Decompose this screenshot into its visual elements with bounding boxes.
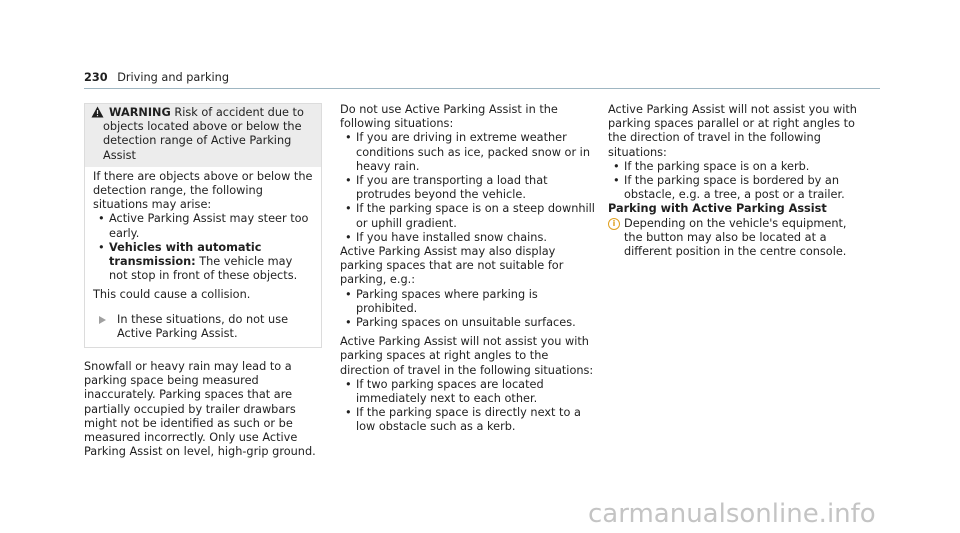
page-number: 230: [84, 71, 108, 84]
warning-body: [85, 167, 321, 347]
list-item: • If you have installed snow chains.: [340, 231, 596, 245]
bullet-list-situations: [340, 131, 596, 245]
info-note-text: Depending on the vehicle's equipment, the button may also be located at a different position in the centre console.: [624, 216, 847, 259]
list-item: • Parking spaces where parking is prohibited.: [340, 288, 596, 316]
warning-intro: If there are objects above or below the detection range, the following situations may arise:: [93, 169, 313, 212]
column-left: [84, 103, 322, 459]
section-title: Driving and parking: [117, 71, 230, 84]
warning-consequence: This could cause a collision.: [93, 288, 251, 302]
bullet-list-unsuitable: [340, 288, 596, 331]
watermark: carmanualsonline.info: [588, 499, 876, 529]
warning-title: Risk of accident due to objects located above or below the detection range of Active Parking Assist: [103, 106, 304, 162]
list-item: • If you are transporting a load that protrudes beyond the vehicle.: [340, 174, 596, 202]
header-rule: [84, 88, 880, 89]
bullet-list-parallel: [608, 160, 864, 203]
warning-list: [93, 212, 313, 283]
list-item: • If the parking space is on a steep downhill or uphill gradient.: [340, 202, 596, 230]
list-item: • If two parking spaces are located immediately next to each other.: [340, 378, 596, 406]
list-item-bold: Vehicles with automatic transmission:: [109, 240, 262, 269]
warning-box: [84, 103, 322, 348]
paragraph-parallel: Active Parking Assist will not assist you with parking spaces parallel or at right angles to the direction of travel in the following situations:: [608, 103, 857, 159]
warning-label: WARNING: [109, 106, 171, 119]
instruction-text: In these situations, do not use Active Parking Assist.: [117, 312, 289, 340]
column-middle: [340, 103, 596, 435]
instruction: [93, 313, 313, 341]
bullet-list-right-angles: [340, 378, 596, 435]
instruction-arrow-icon: [99, 316, 106, 324]
paragraph-snowfall: Snowfall or heavy rain may lead to a parking space being measured inaccurately. Parking spaces that are partially occupied by trailer drawbars might not be identified as such or be measured incorrectly. Only use Active Parking Assist on level, high-grip ground.: [84, 360, 316, 459]
info-note: [608, 217, 864, 260]
column-right: [608, 103, 864, 259]
list-item: [93, 241, 313, 284]
list-item: • If the parking space is bordered by an obstacle, e.g. a tree, a post or a trailer.: [608, 174, 864, 202]
paragraph-intro: Do not use Active Parking Assist in the following situations:: [340, 103, 558, 131]
warning-header: [85, 104, 321, 167]
paragraph-display: Active Parking Assist may also display parking spaces that are not suitable for parking, e.g.:: [340, 245, 564, 287]
page-header: [84, 71, 229, 85]
section-heading: Parking with Active Parking Assist: [608, 202, 827, 216]
list-item: • If the parking space is on a kerb.: [608, 160, 864, 174]
list-item-text: Active Parking Assist may steer too early.: [109, 212, 309, 240]
list-item: • Parking spaces on unsuitable surfaces.: [340, 316, 596, 330]
paragraph-right-angles: Active Parking Assist will not assist you with parking spaces at right angles to the direction of travel in the following situations:: [340, 335, 594, 377]
list-item: [93, 212, 313, 240]
list-item: • If you are driving in extreme weather conditions such as ice, packed snow or in heavy rain.: [340, 131, 596, 174]
list-item: • If the parking space is directly next to a low obstacle such as a kerb.: [340, 406, 596, 434]
info-icon: i: [608, 218, 620, 230]
list-item-text: The vehicle may not stop in front of these objects.: [109, 255, 298, 283]
warning-triangle-icon: [91, 106, 104, 118]
